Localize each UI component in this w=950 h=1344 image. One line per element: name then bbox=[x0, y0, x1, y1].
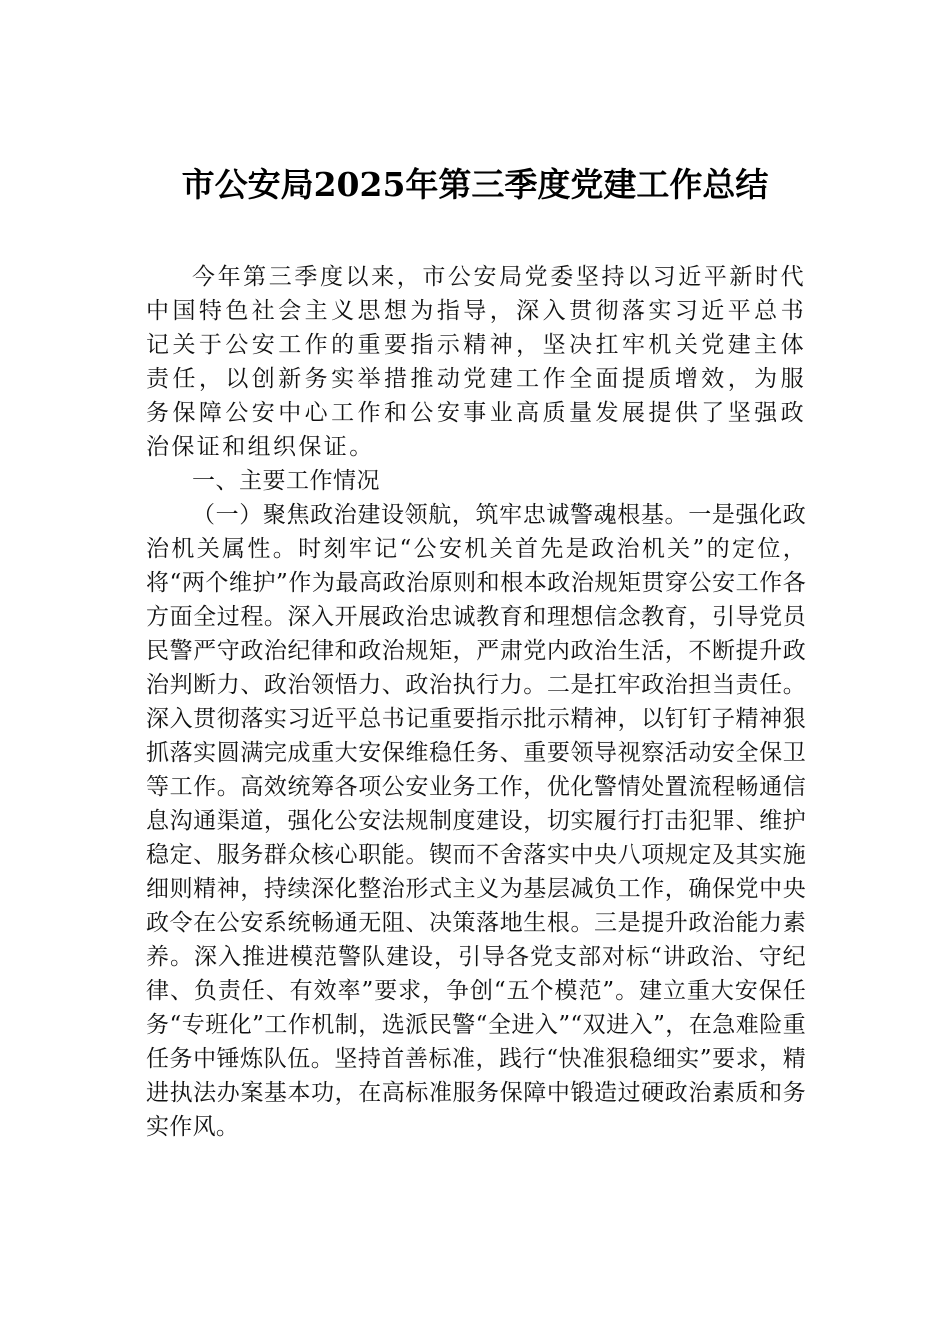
document-body bbox=[146, 260, 806, 1144]
subsection-body-political-building: 一是强化政治机关属性。时刻牢记“公安机关首先是政治机关”的定位，将“两个维护”作为最高政治原则和根本政治规矩贯穿公安工作各方面全过程。深入开展政治忠诚教育和理想信念教育，引导党员民警严守政治纪律和政治规矩，严肃党内政治生活，不断提升政治判断力、政治领悟力、政治执行力。二是扛牢政治担当责任。深入贯彻落实习近平总书记重要指示批示精神，以钉钉子精神狠抓落实圆满完成重大安保维稳任务、重要领导视察活动安全保卫等工作。高效统筹各项公安业务工作，优化警情处置流程畅通信息沟通渠道，强化公安法规制度建设，切实履行打击犯罪、维护稳定、服务群众核心职能。锲而不舍落实中央八项规定及其实施细则精神，持续深化整治形式主义为基层减负工作，确保党中央政令在公安系统畅通无阻、决策落地生根。三是提升政治能力素养。深入推进模范警队建设，引导各党支部对标“讲政治、守纪律、负责任、有效率”要求，争创“五个模范”。建立重大安保任务“专班化”工作机制，选派民警“全进入”“双进入”，在急难险重任务中锤炼队伍。坚持首善标准，践行“快准狠稳细实”要求，精进执法办案基本功，在高标准服务保障中锻造过硬政治素质和务实作风。 bbox=[146, 502, 806, 1140]
section-paragraph-political-building bbox=[146, 498, 806, 1144]
document-title: 市公安局2025年第三季度党建工作总结 bbox=[181, 165, 769, 204]
section-heading-main-work: 一、主要工作情况 bbox=[192, 468, 380, 494]
subsection-heading-political-building: （一）聚焦政治建设领航，筑牢忠诚警魂根基。 bbox=[192, 502, 689, 528]
intro-paragraph: 今年第三季度以来，市公安局党委坚持以习近平新时代中国特色社会主义思想为指导，深入贯彻落实习近平总书记关于公安工作的重要指示精神，坚决扛牢机关党建主体责任，以创新务实举措推动党建工作全面提质增效，为服务保障公安中心工作和公安事业高质量发展提供了坚强政治保证和组织保证。 bbox=[146, 264, 806, 460]
